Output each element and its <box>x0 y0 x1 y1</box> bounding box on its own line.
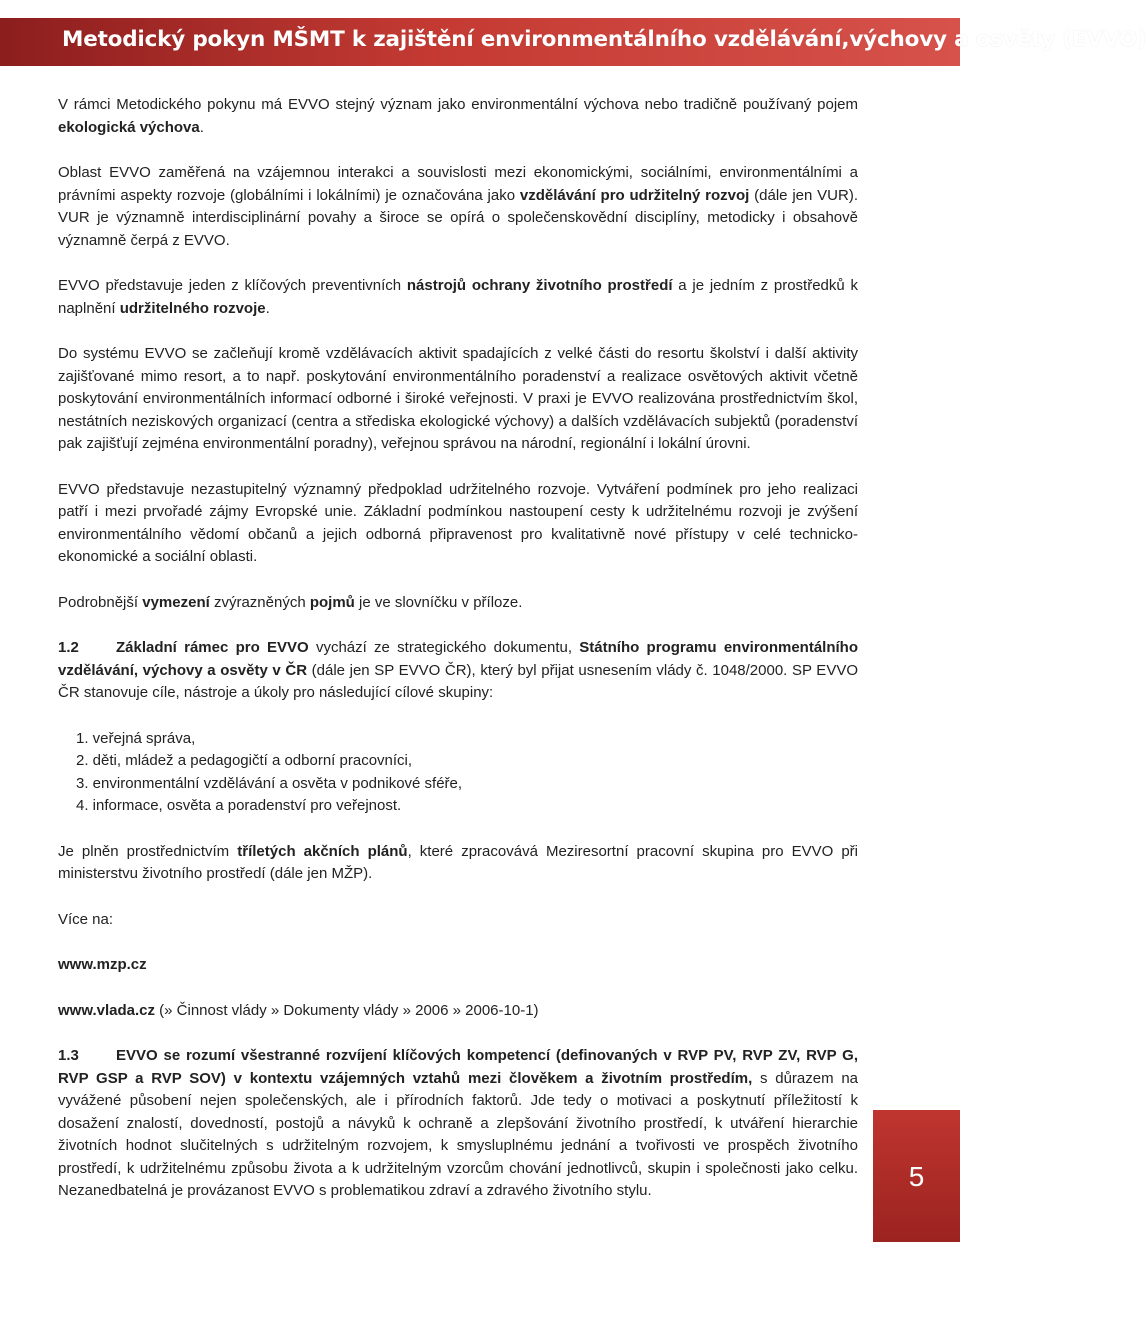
section-number: 1.3 <box>58 1047 79 1064</box>
term-vur: vzdělávání pro udržitelný rozvoj <box>519 186 750 204</box>
page-number: 5 <box>908 1161 925 1192</box>
paragraph-system: Do systému EVVO se začleňují kromě vzdělávacích aktivit spadajících z velké části do resortu školství i další aktivity zajišťované mimo resort, a to např. poskytování environmentálního poradenství a realizace osvětových aktivit včetně poskytování environmentálních informací odborné i široké veřejnosti. V praxi je EVVO realizována prostřednictvím škol, nestátních neziskových organizací (centra a střediska ekologické výchovy) a dalších vzdělávacích subjektů (poradenství pak zajišťují zejména environmentální poradny), veřejnou správou na národní, regionální i lokální úrovni. <box>58 345 858 452</box>
paragraph-action-plans: Je plněn prostřednictvím tříletých akčních plánů, které zpracovává Meziresortní pracovní skupina pro EVVO při ministerstvu životního prostředí (dále jen MŽP). <box>58 842 859 882</box>
term-ekologicka-vychova: ekologická výchova <box>58 118 200 136</box>
list-item: 2. děti, mládež a pedagogičtí a odborní pracovníci, <box>76 752 413 769</box>
link-vlada[interactable]: www.vlada.cz <box>58 1001 155 1019</box>
section-1-3: 1.3 EVVO se rozumí všestranné rozvíjení klíčových kompetencí (definovaných v RVP PV, RVP ZV, RVP G, RVP GSP a RVP SOV) v kontextu vzájemných vztahů mezi člověkem a životním prostředím, s důrazem na vyvážené působení nejen společenských, ale i přírodních faktorů. Jde tedy o motivaci a poskytnutí příležitostí k dosažení znalostí, dovedností, postojů a návyků k ochraně a zlepšování životního prostředí, k utváření hierarchie životních hodnot slučitelných s udržitelným rozvojem, k smysluplnému jednání a tvořivosti ve prospěch životního prostředí, k udržitelnému způsobu života a k udržitelným vzorcům chování jednotlivců, skupin i společnosti jako celku. Nezanedbatelná je provázanost EVVO s problematikou zdraví a zdravého životního stylu. <box>58 1047 859 1199</box>
more-info-label: Více na: <box>58 910 114 928</box>
page-title: Metodický pokyn MŠMT k zajištění environmentálního vzdělávání,výchovy a osvěty (EVVO) <box>62 27 1147 52</box>
list-item: 3. environmentální vzdělávání a osvěta v podnikové sféře, <box>76 774 463 792</box>
term-nastroje-ochrany: nástrojů ochrany životního prostředí <box>406 277 673 294</box>
link-vlada-line: www.vlada.cz (» Činnost vlády » Dokumenty vlády » 2006 » 2006-10-1) <box>58 1001 539 1019</box>
paragraph-evvo-meaning: V rámci Metodického pokynu má EVVO stejný význam jako environmentální výchova nebo tradičně používaný pojem ekologická výchova. <box>58 96 858 136</box>
term-udrzitelny-rozvoj: udržitelného rozvoje <box>119 299 266 317</box>
link-mzp-line <box>58 954 858 977</box>
target-groups-list <box>76 728 858 818</box>
section-number: 1.2 <box>58 639 79 656</box>
paragraph-prevention: EVVO představuje jeden z klíčových preventivních nástrojů ochrany životního prostředí a je jedním z prostředků k naplnění udržitelného rozvoje. <box>58 277 858 317</box>
paragraph-vur: Oblast EVVO zaměřená na vzájemnou interakci a souvislosti mezi ekonomickými, sociálními, environmentálními a právními aspekty rozvoje (globálními i lokálními) je označována jako vzdělávání pro udržitelný rozvoj (dále jen VUR). VUR je významně interdisciplinární povahy a široce se opírá o společenskovědní disciplíny, metodicky i obsahově významně čerpá z EVVO. <box>58 164 858 249</box>
section-1-2: 1.2 Základní rámec pro EVVO vychází ze strategického dokumentu, Státního programu environmentálního vzdělávání, výchovy a osvěty v ČR (dále jen SP EVVO ČR), který byl přijat usnesením vlády č. 1048/2000. SP EVVO ČR stanovuje cíle, nástroje a úkoly pro následující cílové skupiny: <box>58 639 858 701</box>
paragraph-predpoklad: EVVO představuje nezastupitelný významný předpoklad udržitelného rozvoje. Vytváření podmínek pro jeho realizaci patří i mezi prvořadé zájmy Evropské unie. Základní podmínkou nastoupení cesty k udržitelnému rozvoji je zvýšení environmentálního vědomí občanů a jejich odborná připravenost pro kvalitativně nové přístupy v celé technicko-ekonomické a sociální oblasti. <box>58 480 858 565</box>
paragraph-glossary-note: Podrobnější vymezení zvýrazněných pojmů je ve slovníčku v příloze. <box>58 593 523 611</box>
document-body <box>58 94 858 1226</box>
list-item: 4. informace, osvěta a poradenství pro veřejnost. <box>76 797 402 814</box>
list-item: 1. veřejná správa, <box>76 729 196 747</box>
link-mzp[interactable]: www.mzp.cz <box>58 956 147 973</box>
